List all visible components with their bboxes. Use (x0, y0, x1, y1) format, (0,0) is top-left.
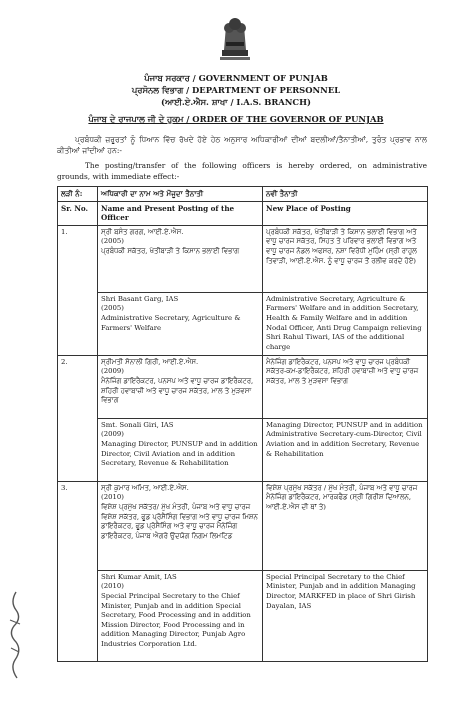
new-posting-english: Special Principal Secretary to the Chief Minister, Punjab and in addition Managing Director, MARKFED in place of Shri Girish Dayalan, IAS (263, 570, 428, 661)
officer-punjabi: ਸ੍ਰੀ ਬਸੰਤ ਗਰਗ, ਆਈ.ਏ.ਐਸ. (2005) ਪ੍ਰਬੰਧਕੀ ਸਕੱਤਰ, ਖੇਤੀਬਾੜੀ ਤੇ ਕਿਸਾਨ ਭਲਾਈ ਵਿਭਾਗ (98, 225, 263, 292)
table-row (58, 225, 428, 292)
row-sr-no: 2. (58, 355, 98, 481)
margin-signature (6, 590, 24, 680)
table-header-row-punjabi (58, 187, 428, 202)
officer-punjabi: ਸ੍ਰੀਮਤੀ ਸੋਨਾਲੀ ਗਿਰੀ, ਆਈ.ਏ.ਐਸ. (2009) ਮੈਨੇਜਿੰਗ ਡਾਇਰੈਕਟਰ, ਪਨਸਪ ਅਤੇ ਵਾਧੂ ਚਾਰਜ ਡਾਇਰੈਕਟਰ, ਸ਼ਹਿਰੀ ਹਵਾਬਾਜ਼ੀ ਅਤੇ ਵਾਧੂ ਚਾਰਜ ਸਕੱਤਰ, ਮਾਲ ਤੇ ਮੁੜਵਸਾ ਵਿਭਾਗ (98, 355, 263, 418)
officer-english: Shri Kumar Amit, IAS (2010) Special Principal Secretary to the Chief Minister, Punjab and in addition Special Secretary, Food Processing and in addition Mission Director, Food Processing and in addition Managing Director, Punjab Agro Industries Corporation Ltd. (98, 570, 263, 661)
table-row (58, 481, 428, 570)
header-sr-punjabi: ਲੜੀ ਨੰ: (58, 187, 98, 202)
new-posting-punjabi: ਪ੍ਰਬੰਧਕੀ ਸਕੱਤਰ, ਖੇਤੀਬਾੜੀ ਤੇ ਕਿਸਾਨ ਭਲਾਈ ਵਿਭਾਗ ਅਤੇ ਵਾਧੂ ਚਾਰਜ ਸਕੱਤਰ, ਸਿਹਤ ਤੇ ਪਰਿਵਾਰ ਭਲਾਈ ਵਿਭਾਗ ਅਤੇ ਵਾਧੂ ਚਾਰਜ ਨੋਡਲ ਅਫਸਰ, ਨਸ਼ਾ ਵਿਰੋਧੀ ਮੁਹਿੰਮ (ਸ੍ਰੀ ਰਾਹੁਲ ਤਿਵਾੜੀ, ਆਈ.ਏ.ਐਸ. ਨੂੰ ਵਾਧੂ ਚਾਰਜ ਤੋਂ ਰਲੀਵ ਕਰਦੇ ਹੋਏ) (263, 225, 428, 292)
order-title: ਪੰਜਾਬ ਦੇ ਰਾਜਪਾਲ ਜੀ ਦੇ ਹੁਕਮ / ORDER OF THE GOVERNOR OF PUNJAB (88, 114, 384, 124)
intro-punjabi: ਪ੍ਰਬੰਧਕੀ ਜ਼ਰੂਰਤਾਂ ਨੂੰ ਧਿਆਨ ਵਿੱਚ ਰੱਖਦੇ ਹੋਏ ਹੇਠ ਅਨੁਸਾਰ ਅਧਿਕਾਰੀਆਂ ਦੀਆਂ ਬਦਲੀਆਂ/ਤੈਨਾਤੀਆਂ, ਤੁਰੰਤ ਪ੍ਰਭਾਵ ਨਾਲ ਕੀਤੀਆਂ ਜਾਂਦੀਆਂ ਹਨ:- (57, 135, 427, 155)
table-header-row-english (58, 201, 428, 225)
officer-punjabi: ਸ੍ਰੀ ਕੁਮਾਰ ਅਮਿਤ, ਆਈ.ਏ.ਐਸ. (2010) ਵਿਸ਼ੇਸ਼ ਪ੍ਰਮੁੱਖ ਸਕੱਤਰ/ ਮੁੱਖ ਮੰਤਰੀ, ਪੰਜਾਬ ਅਤੇ ਵਾਧੂ ਚਾਰਜ ਵਿਸ਼ੇਸ਼ ਸਕੱਤਰ, ਫੂਡ ਪ੍ਰੋਸੈਸਿੰਗ ਵਿਭਾਗ ਅਤੇ ਵਾਧੂ ਚਾਰਜ ਮਿਸ਼ਨ ਡਾਇਰੈਕਟਰ, ਫੂਡ ਪ੍ਰੋਸੈਸਿੰਗ ਅਤੇ ਵਾਧੂ ਚਾਰਜ ਮੈਨੇਜਿੰਗ ਡਾਇਰੈਕਟਰ, ਪੰਜਾਬ ਐਗਰੋ ਉਦਯੋਗ ਨਿਗਮ ਲਿਮਟਿਡ (98, 481, 263, 570)
header-government: ਪੰਜਾਬ ਸਰਕਾਰ / GOVERNMENT OF PUNJAB (144, 73, 328, 83)
officer-english: Shri Basant Garg, IAS (2005) Administrative Secretary, Agriculture & Farmers' Welfare (98, 292, 263, 355)
header-new-english: New Place of Posting (263, 201, 428, 225)
table-row (58, 292, 428, 355)
header-branch: (ਆਈ.ਏ.ਐਸ. ਸ਼ਾਖਾ / I.A.S. BRANCH) (161, 97, 311, 107)
new-posting-english: Administrative Secretary, Agriculture & Farmers' Welfare and in addition Secretary, Health & Family Welfare and in addition Nodal Officer, Anti Drug Campaign relieving Shri Rahul Tiwari, IAS of the additional charge (263, 292, 428, 355)
header-department: ਪ੍ਰਸੋਨਲ ਵਿਭਾਗ / DEPARTMENT OF PERSONNEL (131, 85, 341, 95)
header-sr-english: Sr. No. (58, 201, 98, 225)
table-row (58, 355, 428, 418)
table-row (58, 418, 428, 481)
new-posting-punjabi: ਵਿਸ਼ੇਸ਼ ਪ੍ਰਮੁੱਖ ਸਕੱਤਰ / ਮੁੱਖ ਮੰਤਰੀ, ਪੰਜਾਬ ਅਤੇ ਵਾਧੂ ਚਾਰਜ ਮੈਨੇਜਿੰਗ ਡਾਇਰੈਕਟਰ, ਮਾਰਕਫੈਡ (ਸ੍ਰੀ ਗਿਰੀਸ਼ ਦਿਆਲਨ, ਆਈ.ਏ.ਐਸ ਦੀ ਥਾਂ ਤੇ) (263, 481, 428, 570)
row-sr-no: 3. (58, 481, 98, 661)
state-emblem-icon (214, 12, 256, 62)
posting-table (57, 186, 428, 662)
row-sr-no: 1. (58, 225, 98, 355)
header-name-punjabi: ਅਧਿਕਾਰੀ ਦਾ ਨਾਮ ਅਤੇ ਮੌਜੂਦਾ ਤੈਨਾਤੀ (98, 187, 263, 202)
header-new-punjabi: ਨਵੀਂ ਤੈਨਾਤੀ (263, 187, 428, 202)
new-posting-english: Managing Director, PUNSUP and in addition Administrative Secretary-cum-Director, Civil Aviation and in addition Secretary, Revenue & Rehabilitation (263, 418, 428, 481)
table-row (58, 570, 428, 661)
header-name-english: Name and Present Posting of the Officer (98, 201, 263, 225)
intro-english: The posting/transfer of the following officers is hereby ordered, on administrative grounds, with immediate effect:- (57, 161, 427, 181)
officer-english: Smt. Sonali Giri, IAS (2009) Managing Director, PUNSUP and in addition Director, Civil Aviation and in addition Secretary, Revenue & Rehabilitation (98, 418, 263, 481)
new-posting-punjabi: ਮੈਨੇਜਿੰਗ ਡਾਇਰੈਕਟਰ, ਪਨਸਪ ਅਤੇ ਵਾਧੂ ਚਾਰਜ ਪ੍ਰਬੰਧਕੀ ਸਕੱਤਰ-ਕਮ-ਡਾਇਰੈਕਟਰ, ਸ਼ਹਿਰੀ ਹਵਾਬਾਜ਼ੀ ਅਤੇ ਵਾਧੂ ਚਾਰਜ ਸਕੱਤਰ, ਮਾਲ ਤੇ ਮੁੜਵਸਾ ਵਿਭਾਗ (263, 355, 428, 418)
document-header (0, 72, 472, 108)
